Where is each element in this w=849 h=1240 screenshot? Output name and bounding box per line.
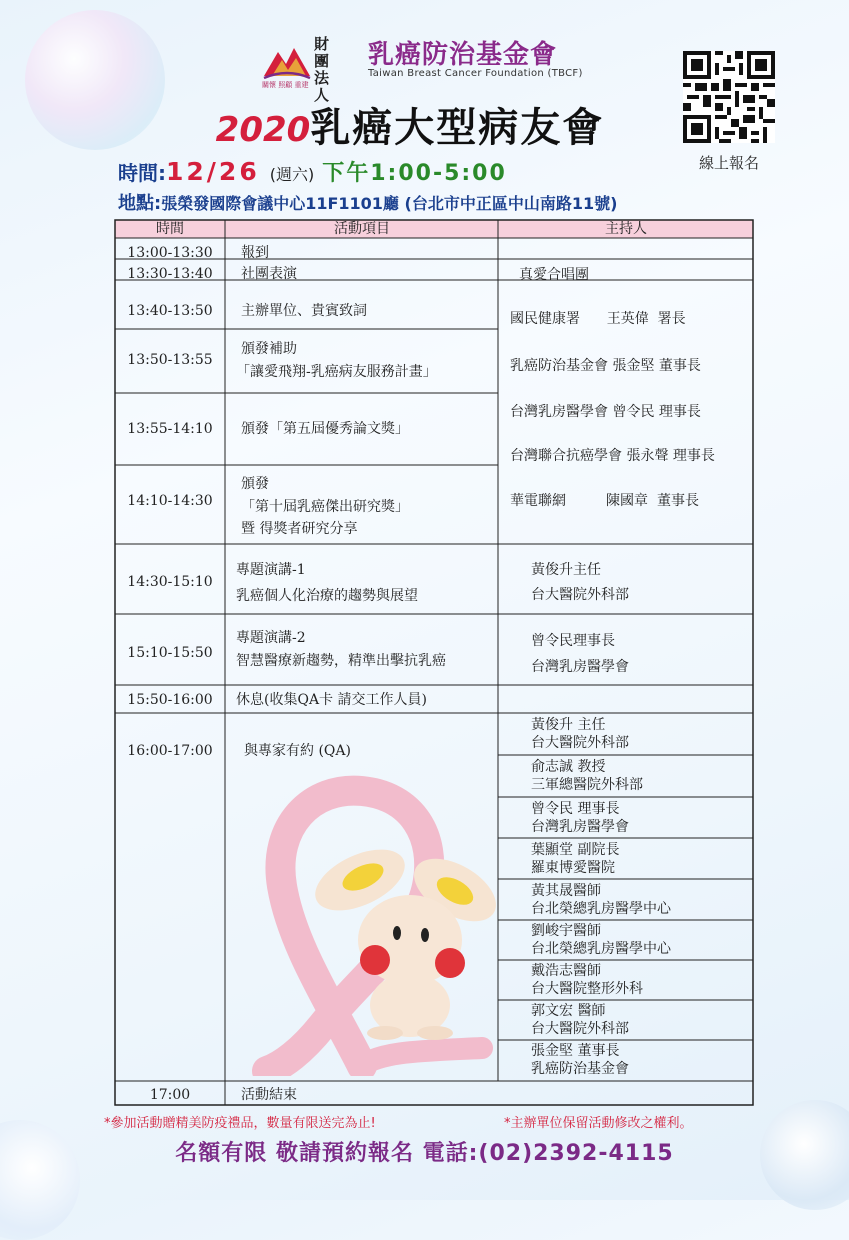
- host-ceremony: 華電聯網 陳國章 董事長: [510, 493, 699, 509]
- expert-name: 曾令民 理事長: [531, 801, 620, 817]
- row-time: 13:30-13:40: [127, 266, 213, 282]
- row-time: 15:50-16:00: [127, 692, 213, 708]
- expert-name: 郭文宏 醫師: [531, 1003, 606, 1019]
- expert-name: 劉峻宇醫師: [531, 923, 601, 939]
- title-main: 乳癌大型病友會: [310, 105, 605, 151]
- row-activity: 乳癌個人化治療的趨勢與展望: [236, 588, 418, 604]
- row-time: 13:00-13:30: [127, 245, 213, 261]
- row-time: 13:55-14:10: [127, 421, 213, 437]
- row-time: 15:10-15:50: [127, 645, 213, 661]
- organization-type: 財團法人: [314, 35, 330, 104]
- host-ceremony: 台灣聯合抗癌學會 張永聲 理事長: [510, 448, 715, 464]
- host-talk1-org: 台大醫院外科部: [531, 587, 629, 603]
- row-activity: 「讓愛飛翔-乳癌病友服務計畫」: [236, 364, 437, 380]
- header-host: 主持人: [605, 221, 647, 237]
- row-activity: 「第十屆乳癌傑出研究獎」: [241, 499, 409, 515]
- expert-org: 乳癌防治基金會: [531, 1061, 629, 1077]
- event-date: 12/26: [166, 157, 260, 186]
- qr-label: 線上報名: [698, 154, 759, 172]
- row-activity: 休息(收集QA卡 請交工作人員): [236, 692, 427, 708]
- rights-note: *主辦單位保留活動修改之權利。: [504, 1116, 693, 1131]
- page-title: [150, 96, 670, 153]
- row-time: 16:00-17:00: [127, 743, 213, 759]
- row-activity: 智慧醫療新趨勢，精準出擊抗乳癌: [236, 653, 446, 669]
- event-time: [118, 156, 507, 187]
- expert-name: 葉顯堂 副院長: [531, 842, 620, 858]
- host-ceremony: 台灣乳房醫學會 曾令民 理事長: [510, 404, 701, 420]
- host-talk1-name: 黃俊升主任: [531, 562, 601, 578]
- header-activity: 活動項目: [334, 221, 390, 237]
- row-activity: 頒發「第五屆優秀論文獎」: [241, 421, 409, 437]
- gift-note: *參加活動贈精美防疫禮品，數量有限送完為止!: [104, 1116, 376, 1131]
- host-talk2-org: 台灣乳房醫學會: [531, 659, 629, 675]
- row-activity: 與專家有約 (QA): [244, 743, 351, 759]
- host-ceremony: 國民健康署 王英偉 署長: [510, 311, 686, 327]
- decorative-bubble: [25, 10, 165, 150]
- host-performance: 真愛合唱團: [519, 267, 589, 283]
- logo-tagline: 關懷 照顧 重建: [262, 81, 309, 89]
- expert-name: 黃俊升 主任: [531, 717, 606, 733]
- expert-name: 俞志誠 教授: [531, 759, 606, 775]
- registration-footer: 名額有限 敬請預約報名 電話:(02)2392-4115: [175, 1141, 674, 1166]
- row-time: 17:00: [149, 1087, 191, 1103]
- mountain-logo-icon: [262, 40, 312, 80]
- registration-qr-code[interactable]: [683, 51, 775, 143]
- expert-org: 羅東博愛醫院: [531, 860, 615, 876]
- expert-org: 台大醫院整形外科: [531, 981, 643, 997]
- row-time: 14:10-14:30: [127, 493, 213, 509]
- expert-org: 台北榮總乳房醫學中心: [531, 901, 671, 917]
- row-activity: 頒發: [241, 476, 269, 492]
- expert-name: 張金堅 董事長: [531, 1043, 620, 1059]
- header-time: 時間: [156, 221, 184, 237]
- event-place: [118, 189, 617, 215]
- foundation-logo: [262, 35, 642, 104]
- expert-org: 台大醫院外科部: [531, 735, 629, 751]
- row-time: 13:50-13:55: [127, 352, 213, 368]
- event-time-range: 下午1:00-5:00: [322, 161, 507, 186]
- row-time: 13:40-13:50: [127, 303, 213, 319]
- expert-name: 戴浩志醫師: [531, 963, 601, 979]
- event-weekday: (週六): [269, 165, 315, 184]
- place-label: 地點:: [118, 193, 162, 214]
- row-activity: 社團表演: [241, 266, 297, 282]
- row-activity: 暨 得獎者研究分享: [241, 521, 358, 537]
- row-activity: 頒發補助: [241, 341, 297, 357]
- time-label: 時間:: [118, 161, 166, 185]
- bunny-mascot-icon: [305, 835, 505, 1040]
- expert-org: 三軍總醫院外科部: [531, 777, 643, 793]
- row-activity: 主辦單位、貴賓致詞: [241, 303, 367, 319]
- title-year: 2020: [215, 110, 311, 150]
- place-value: 張榮發國際會議中心11F1101廳 (台北市中正區中山南路11號): [161, 194, 618, 213]
- qr-code-icon: [683, 51, 775, 143]
- expert-org: 台灣乳房醫學會: [531, 819, 629, 835]
- host-ceremony: 乳癌防治基金會 張金堅 董事長: [510, 358, 701, 374]
- expert-name: 黃其晟醫師: [531, 883, 601, 899]
- row-activity: 報到: [241, 245, 269, 261]
- row-activity: 專題演講-1: [236, 562, 306, 578]
- organization-name-en: Taiwan Breast Cancer Foundation (TBCF): [368, 68, 583, 79]
- row-activity: 專題演講-2: [236, 630, 306, 646]
- row-time: 14:30-15:10: [127, 574, 213, 590]
- expert-org: 台大醫院外科部: [531, 1021, 629, 1037]
- organization-name: 乳癌防治基金會: [368, 40, 558, 70]
- host-talk2-name: 曾令民理事長: [531, 633, 615, 649]
- row-activity: 活動結束: [241, 1087, 297, 1103]
- expert-org: 台北榮總乳房醫學中心: [531, 941, 671, 957]
